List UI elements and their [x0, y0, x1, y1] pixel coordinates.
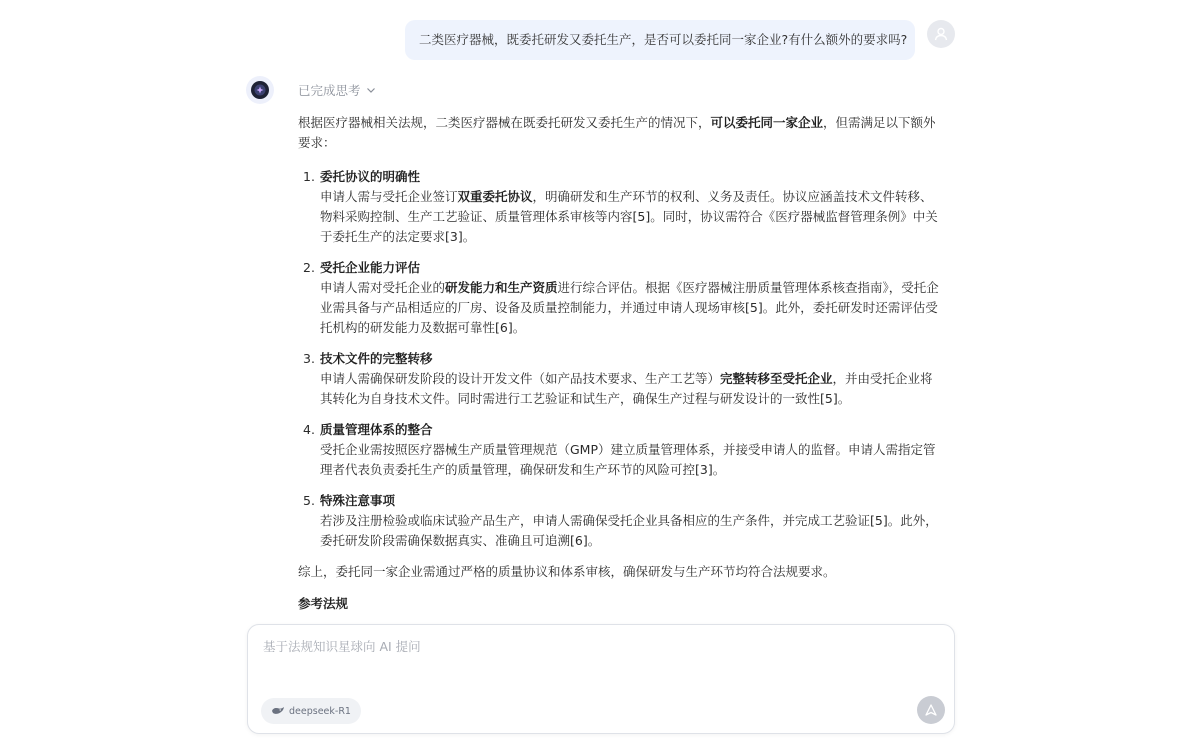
requirement-body: 若涉及注册检验或临床试验产品生产，申请人需确保受托企业具备相应的生产条件，并完成工艺验证[5]。此外，委托研发阶段需确保数据真实、准确且可追溯[6]。 [320, 513, 938, 548]
requirement-item: 5. 特殊注意事项 若涉及注册检验或临床试验产品生产，申请人需确保受托企业具备相应的生产条件，并完成工艺验证[5]。此外，委托研发阶段需确保数据真实、准确且可追溯[6]。 [298, 491, 943, 551]
chat-input-box [247, 624, 955, 734]
assistant-answer [298, 113, 943, 614]
requirement-title: 质量管理体系的整合 [320, 422, 433, 437]
deepseek-whale-icon [271, 706, 285, 716]
requirement-title: 技术文件的完整转移 [320, 351, 433, 366]
requirement-body: 申请人需与受托企业签订双重委托协议，明确研发和生产环节的权利、义务及责任。协议应涵盖技术文件转移、物料采购控制、生产工艺验证、质量管理体系审核等内容[5]。同时，协议需符合《医疗器械监督管理条例》中关于委托生产的法定要求[3]。 [320, 189, 938, 244]
bot-logo-icon [249, 79, 271, 101]
requirement-body: 申请人需对受托企业的研发能力和生产资质进行综合评估。根据《医疗器械注册质量管理体系核查指南》，受托企业需具备与产品相适应的厂房、设备及质量控制能力，并通过申请人现场审核[5]。此外，委托研发时还需评估受托机构的研发能力及数据可靠性[6]。 [320, 280, 939, 335]
user-icon [933, 26, 949, 42]
answer-intro: 根据医疗器械相关法规，二类医疗器械在既委托研发又委托生产的情况下，可以委托同一家企业，但需满足以下额外要求： [298, 115, 936, 150]
requirement-title: 受托企业能力评估 [320, 260, 421, 275]
requirement-title: 特殊注意事项 [320, 493, 396, 508]
requirement-item: 4. 质量管理体系的整合 受托企业需按照医疗器械生产质量管理规范（GMP）建立质量管理体系，并接受申请人的监督。申请人需指定管理者代表负责委托生产的质量管理，确保研发和生产环节的风险可控[3]。 [298, 420, 943, 480]
thinking-label: 已完成思考 [298, 83, 361, 98]
requirement-body: 申请人需确保研发阶段的设计开发文件（如产品技术要求、生产工艺等）完整转移至受托企业，并由受托企业将其转化为自身技术文件。同时需进行工艺验证和试生产，确保生产过程与研发设计的一致性[5]。 [320, 371, 933, 406]
assistant-avatar [246, 76, 274, 104]
user-avatar[interactable] [927, 20, 955, 48]
chevron-down-icon [365, 84, 377, 96]
chat-input[interactable] [261, 635, 905, 679]
user-message-row [405, 20, 955, 62]
send-icon [924, 703, 938, 717]
requirement-title: 委托协议的明确性 [320, 169, 421, 184]
user-message-text: 二类医疗器械，既委托研发又委托生产，是否可以委托同一家企业?有什么额外的要求吗? [419, 32, 908, 47]
thinking-toggle[interactable] [298, 81, 377, 99]
requirement-item: 3. 技术文件的完整转移 申请人需确保研发阶段的设计开发文件（如产品技术要求、生产工艺等）完整转移至受托企业，并由受托企业将其转化为自身技术文件。同时需进行工艺验证和试生产，确保生产过程与研发设计的一致性[5]。 [298, 349, 943, 409]
answer-summary: 综上，委托同一家企业需通过严格的质量协议和体系审核，确保研发与生产环节均符合法规要求。 [298, 564, 836, 579]
model-chip-label: deepseek-R1 [289, 705, 351, 717]
requirement-body: 受托企业需按照医疗器械生产质量管理规范（GMP）建立质量管理体系，并接受申请人的监督。申请人需指定管理者代表负责委托生产的质量管理，确保研发和生产环节的风险可控[3]。 [320, 442, 936, 477]
requirement-item: 2. 受托企业能力评估 申请人需对受托企业的研发能力和生产资质进行综合评估。根据《医疗器械注册质量管理体系核查指南》，受托企业需具备与产品相适应的厂房、设备及质量控制能力，并通过申请人现场审核[5]。此外，委托研发时还需评估受托机构的研发能力及数据可靠性[6]。 [298, 258, 943, 338]
model-selector-chip[interactable] [261, 698, 361, 724]
references-heading: 参考法规 [298, 596, 349, 611]
send-button[interactable] [917, 696, 945, 724]
user-message-bubble [405, 20, 915, 60]
requirement-item: 1. 委托协议的明确性 申请人需与受托企业签订双重委托协议，明确研发和生产环节的权利、义务及责任。协议应涵盖技术文件转移、物料采购控制、生产工艺验证、质量管理体系审核等内容[5]。同时，协议需符合《医疗器械监督管理条例》中关于委托生产的法定要求[3]。 [298, 167, 943, 247]
requirements-list [298, 167, 943, 551]
